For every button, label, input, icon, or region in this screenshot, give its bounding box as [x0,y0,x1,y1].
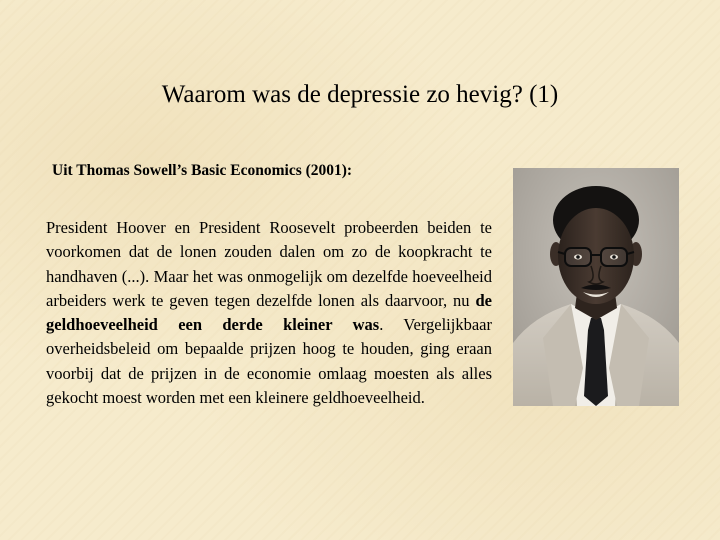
quote-text-part2: . Vergelijkbaar overheidsbeleid om bepaalde prijzen hoog te houden, ging eraan voorbij dat de prijzen in de economie omlaag moesten als alles gekocht moest worden met een kleinere geldhoeveelheid. [46,315,492,408]
quote-paragraph [46,216,492,410]
quote-text-part1: President Hoover en President Roosevelt probeerden beiden te voorkomen dat de lonen zouden dalen om zo de koopkracht te handhaven (...). Maar het was onmogelijk om dezelfde hoeveelheid arbeiders werk te geven tegen dezelfde lonen als daarvoor, nu [46,218,492,310]
quote-text-bold: de geldhoeveelheid een derde kleiner was [46,290,492,335]
portrait-photo [513,168,679,406]
slide-title: Waarom was de depressie zo hevig? (1) [161,81,559,108]
source-citation: Uit Thomas Sowell’s Basic Economics (2001): [52,162,353,179]
portrait-illustration [513,168,679,406]
